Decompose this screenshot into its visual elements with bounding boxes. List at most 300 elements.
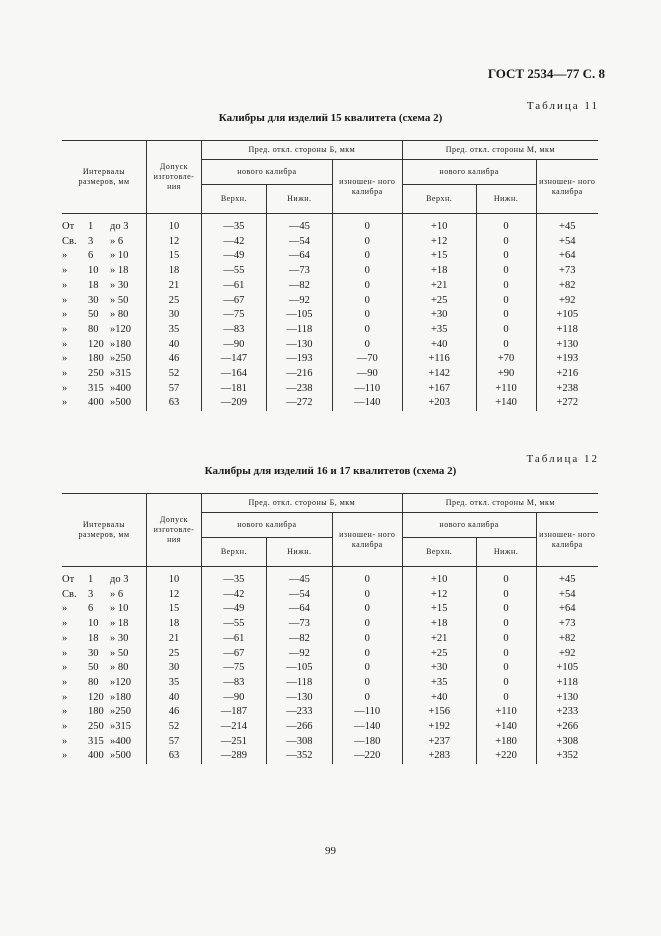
cell-b-upper: —67	[201, 294, 266, 309]
table-row	[62, 396, 598, 411]
cell-b-worn: 0	[332, 632, 402, 647]
table-row	[62, 617, 598, 632]
cell-b-upper: —35	[201, 214, 266, 235]
cell-tolerance: 12	[147, 235, 202, 250]
table-row	[62, 352, 598, 367]
cell-tolerance: 18	[147, 264, 202, 279]
range-prefix: »	[62, 676, 68, 688]
range-from: 3	[88, 588, 94, 600]
cell-tolerance: 10	[147, 567, 202, 588]
cell-interval	[62, 338, 147, 353]
range-prefix: »	[62, 647, 68, 659]
cell-b-upper: —214	[201, 720, 266, 735]
range-from: 180	[88, 706, 104, 718]
cell-b-upper: —90	[201, 691, 266, 706]
header-upper: Верхн.	[201, 185, 266, 214]
cell-b-lower: —105	[266, 308, 332, 323]
table-row	[62, 632, 598, 647]
table-row	[62, 294, 598, 309]
cell-m-lower: 0	[476, 249, 536, 264]
cell-interval	[62, 735, 147, 750]
cell-b-upper: —61	[201, 279, 266, 294]
range-to: »315	[110, 721, 131, 733]
cell-b-lower: —272	[266, 396, 332, 411]
range-from: 18	[88, 632, 99, 644]
cell-m-lower: +90	[476, 367, 536, 382]
range-to: » 50	[110, 647, 129, 659]
range-from: 120	[88, 691, 104, 703]
cell-interval	[62, 705, 147, 720]
cell-b-worn: —140	[332, 396, 402, 411]
cell-tolerance: 18	[147, 617, 202, 632]
header-interval: Интервалы размеров, мм	[62, 141, 147, 214]
cell-m-lower: 0	[476, 294, 536, 309]
cell-tolerance: 46	[147, 705, 202, 720]
cell-tolerance: 12	[147, 588, 202, 603]
range-to: » 80	[110, 662, 129, 674]
range-prefix: »	[62, 721, 68, 733]
range-to: »500	[110, 750, 131, 762]
table-body	[62, 214, 598, 412]
cell-m-worn: +92	[536, 294, 598, 309]
cell-m-worn: +105	[536, 661, 598, 676]
cell-b-lower: —64	[266, 249, 332, 264]
cell-interval	[62, 214, 147, 235]
cell-m-lower: +140	[476, 720, 536, 735]
range-from: 30	[88, 647, 99, 659]
header-upper: Верхн.	[402, 185, 476, 214]
range-from: 315	[88, 382, 104, 394]
cell-b-upper: —90	[201, 338, 266, 353]
header-side-m: Пред. откл. стороны М, мкм	[402, 494, 598, 513]
range-prefix: »	[62, 706, 68, 718]
range-to: »180	[110, 691, 131, 703]
header-side-b: Пред. откл. стороны Б, мкм	[201, 141, 402, 160]
range-prefix: »	[62, 397, 68, 409]
cell-m-upper: +21	[402, 279, 476, 294]
cell-b-worn: 0	[332, 588, 402, 603]
range-prefix: »	[62, 309, 68, 321]
table-row	[62, 249, 598, 264]
cell-b-lower: —92	[266, 647, 332, 662]
cell-b-worn: 0	[332, 691, 402, 706]
cell-interval	[62, 588, 147, 603]
cell-m-worn: +64	[536, 602, 598, 617]
table-row	[62, 382, 598, 397]
header-lower: Нижн.	[266, 538, 332, 567]
cell-b-worn: 0	[332, 249, 402, 264]
cell-tolerance: 40	[147, 338, 202, 353]
cell-b-upper: —35	[201, 567, 266, 588]
cell-b-lower: —54	[266, 588, 332, 603]
range-prefix: От	[62, 574, 75, 585]
cell-b-lower: —352	[266, 749, 332, 764]
data-table	[62, 140, 598, 411]
cell-m-worn: +118	[536, 323, 598, 338]
cell-b-worn: —70	[332, 352, 402, 367]
table-row	[62, 588, 598, 603]
table-row	[62, 214, 598, 235]
header-worn-gauge: изношен- ного калибра	[332, 513, 402, 567]
range-from: 1	[88, 221, 94, 232]
range-to: » 18	[110, 618, 129, 630]
cell-m-upper: +15	[402, 249, 476, 264]
cell-m-worn: +64	[536, 249, 598, 264]
cell-b-upper: —187	[201, 705, 266, 720]
range-prefix: »	[62, 294, 68, 306]
header-upper: Верхн.	[402, 538, 476, 567]
cell-m-lower: 0	[476, 691, 536, 706]
header-worn-gauge: изношен- ного калибра	[536, 513, 598, 567]
cell-b-lower: —45	[266, 567, 332, 588]
cell-interval	[62, 308, 147, 323]
cell-b-worn: —180	[332, 735, 402, 750]
cell-m-worn: +308	[536, 735, 598, 750]
range-to: »250	[110, 706, 131, 718]
table-row	[62, 338, 598, 353]
cell-b-lower: —233	[266, 705, 332, 720]
header-tolerance: Допуск изготовле- ния	[147, 141, 202, 214]
cell-b-lower: —73	[266, 617, 332, 632]
table-row	[62, 602, 598, 617]
range-to: »120	[110, 323, 131, 335]
cell-interval	[62, 367, 147, 382]
cell-b-lower: —45	[266, 214, 332, 235]
cell-tolerance: 35	[147, 323, 202, 338]
cell-m-upper: +35	[402, 323, 476, 338]
cell-m-upper: +40	[402, 338, 476, 353]
header-new-gauge: нового калибра	[201, 513, 332, 538]
cell-m-upper: +156	[402, 705, 476, 720]
cell-m-lower: 0	[476, 661, 536, 676]
cell-interval	[62, 617, 147, 632]
range-from: 6	[88, 603, 94, 615]
cell-b-upper: —55	[201, 617, 266, 632]
cell-b-lower: —64	[266, 602, 332, 617]
cell-tolerance: 25	[147, 294, 202, 309]
table-title: Калибры для изделий 15 квалитета (схема 2)	[218, 112, 443, 124]
range-from: 120	[88, 338, 104, 350]
cell-interval	[62, 279, 147, 294]
table-row	[62, 567, 598, 588]
data-table	[62, 493, 598, 764]
cell-m-worn: +272	[536, 396, 598, 411]
header-new-gauge: нового калибра	[402, 160, 536, 185]
cell-b-upper: —49	[201, 602, 266, 617]
range-prefix: От	[62, 221, 75, 232]
cell-interval	[62, 720, 147, 735]
cell-m-worn: +73	[536, 617, 598, 632]
cell-b-upper: —164	[201, 367, 266, 382]
range-to: » 10	[110, 603, 129, 615]
cell-b-worn: 0	[332, 676, 402, 691]
cell-m-worn: +92	[536, 647, 598, 662]
cell-b-lower: —130	[266, 691, 332, 706]
range-prefix: »	[62, 323, 68, 335]
range-from: 250	[88, 721, 104, 733]
range-to: до 3	[110, 221, 129, 232]
range-prefix: »	[62, 353, 68, 365]
cell-b-upper: —251	[201, 735, 266, 750]
cell-m-upper: +25	[402, 647, 476, 662]
range-from: 400	[88, 397, 104, 409]
cell-m-upper: +18	[402, 617, 476, 632]
cell-b-lower: —266	[266, 720, 332, 735]
cell-b-worn: —140	[332, 720, 402, 735]
range-to: »315	[110, 368, 131, 380]
cell-b-worn: 0	[332, 647, 402, 662]
cell-m-upper: +142	[402, 367, 476, 382]
range-prefix: »	[62, 735, 68, 747]
cell-m-upper: +116	[402, 352, 476, 367]
table-row	[62, 720, 598, 735]
range-from: 180	[88, 353, 104, 365]
cell-b-worn: 0	[332, 308, 402, 323]
cell-tolerance: 21	[147, 632, 202, 647]
range-to: » 18	[110, 265, 129, 277]
table-row	[62, 735, 598, 750]
cell-b-worn: 0	[332, 338, 402, 353]
table-row	[62, 235, 598, 250]
header-lower: Нижн.	[476, 538, 536, 567]
cell-b-worn: 0	[332, 235, 402, 250]
cell-interval	[62, 567, 147, 588]
cell-b-worn: 0	[332, 617, 402, 632]
cell-tolerance: 21	[147, 279, 202, 294]
cell-b-lower: —308	[266, 735, 332, 750]
cell-m-lower: +70	[476, 352, 536, 367]
cell-b-lower: —73	[266, 264, 332, 279]
range-from: 315	[88, 735, 104, 747]
cell-b-lower: —82	[266, 279, 332, 294]
cell-b-upper: —147	[201, 352, 266, 367]
cell-b-lower: —92	[266, 294, 332, 309]
range-to: »400	[110, 735, 131, 747]
cell-m-upper: +12	[402, 588, 476, 603]
cell-tolerance: 57	[147, 735, 202, 750]
range-to: »120	[110, 676, 131, 688]
cell-m-lower: 0	[476, 235, 536, 250]
cell-b-lower: —216	[266, 367, 332, 382]
cell-b-upper: —61	[201, 632, 266, 647]
cell-b-worn: —220	[332, 749, 402, 764]
header-interval: Интервалы размеров, мм	[62, 494, 147, 567]
cell-m-worn: +45	[536, 214, 598, 235]
page-number: 99	[325, 845, 336, 857]
cell-b-lower: —54	[266, 235, 332, 250]
cell-m-lower: 0	[476, 676, 536, 691]
cell-m-worn: +82	[536, 279, 598, 294]
cell-m-lower: 0	[476, 323, 536, 338]
cell-m-lower: +220	[476, 749, 536, 764]
cell-interval	[62, 352, 147, 367]
cell-b-worn: —110	[332, 382, 402, 397]
cell-m-lower: 0	[476, 617, 536, 632]
range-from: 400	[88, 750, 104, 762]
cell-tolerance: 40	[147, 691, 202, 706]
range-prefix: Св.	[62, 588, 77, 600]
range-from: 50	[88, 309, 99, 321]
cell-m-lower: 0	[476, 602, 536, 617]
cell-b-worn: 0	[332, 567, 402, 588]
table-title: Калибры для изделий 16 и 17 квалитетов (схема 2)	[204, 465, 457, 477]
cell-m-lower: 0	[476, 567, 536, 588]
range-prefix: »	[62, 250, 68, 262]
cell-m-worn: +216	[536, 367, 598, 382]
cell-m-worn: +54	[536, 588, 598, 603]
range-prefix: »	[62, 691, 68, 703]
cell-interval	[62, 647, 147, 662]
table-body	[62, 567, 598, 765]
cell-b-worn: —90	[332, 367, 402, 382]
cell-tolerance: 25	[147, 647, 202, 662]
page-header: ГОСТ 2534—77 С. 8	[487, 66, 605, 81]
cell-tolerance: 10	[147, 214, 202, 235]
cell-b-lower: —118	[266, 676, 332, 691]
header-side-b: Пред. откл. стороны Б, мкм	[201, 494, 402, 513]
table-caption: Таблица 12	[526, 453, 599, 465]
header-lower: Нижн.	[476, 185, 536, 214]
cell-b-lower: —118	[266, 323, 332, 338]
range-to: »500	[110, 397, 131, 409]
range-from: 80	[88, 323, 99, 335]
cell-tolerance: 52	[147, 720, 202, 735]
cell-m-worn: +130	[536, 691, 598, 706]
cell-m-upper: +25	[402, 294, 476, 309]
cell-b-lower: —193	[266, 352, 332, 367]
cell-tolerance: 15	[147, 602, 202, 617]
range-to: »180	[110, 338, 131, 350]
header-worn-gauge: изношен- ного калибра	[332, 160, 402, 214]
cell-b-lower: —82	[266, 632, 332, 647]
cell-b-upper: —83	[201, 323, 266, 338]
cell-m-lower: 0	[476, 588, 536, 603]
table-row	[62, 661, 598, 676]
header-side-m: Пред. откл. стороны М, мкм	[402, 141, 598, 160]
table-row	[62, 308, 598, 323]
range-to: »400	[110, 382, 131, 394]
cell-interval	[62, 235, 147, 250]
cell-m-worn: +54	[536, 235, 598, 250]
cell-b-upper: —75	[201, 308, 266, 323]
header-worn-gauge: изношен- ного калибра	[536, 160, 598, 214]
range-to: » 10	[110, 250, 129, 262]
cell-interval	[62, 382, 147, 397]
header-lower: Нижн.	[266, 185, 332, 214]
range-from: 10	[88, 618, 99, 630]
range-from: 50	[88, 662, 99, 674]
cell-tolerance: 30	[147, 661, 202, 676]
cell-interval	[62, 264, 147, 279]
table-row	[62, 323, 598, 338]
cell-m-worn: +193	[536, 352, 598, 367]
range-to: » 30	[110, 279, 129, 291]
cell-b-upper: —42	[201, 235, 266, 250]
range-prefix: Св.	[62, 235, 77, 247]
cell-b-upper: —55	[201, 264, 266, 279]
cell-m-lower: +110	[476, 705, 536, 720]
cell-b-lower: —105	[266, 661, 332, 676]
table-row	[62, 676, 598, 691]
cell-m-worn: +238	[536, 382, 598, 397]
range-prefix: »	[62, 662, 68, 674]
cell-m-upper: +35	[402, 676, 476, 691]
table-row	[62, 705, 598, 720]
cell-interval	[62, 661, 147, 676]
cell-m-worn: +105	[536, 308, 598, 323]
cell-m-upper: +167	[402, 382, 476, 397]
cell-m-worn: +118	[536, 676, 598, 691]
cell-b-upper: —83	[201, 676, 266, 691]
cell-b-worn: 0	[332, 264, 402, 279]
cell-b-worn: 0	[332, 602, 402, 617]
cell-b-upper: —49	[201, 249, 266, 264]
range-to: » 6	[110, 235, 124, 247]
cell-m-lower: 0	[476, 308, 536, 323]
range-from: 80	[88, 676, 99, 688]
cell-m-worn: +45	[536, 567, 598, 588]
cell-tolerance: 57	[147, 382, 202, 397]
cell-interval	[62, 676, 147, 691]
cell-b-upper: —289	[201, 749, 266, 764]
cell-interval	[62, 323, 147, 338]
cell-m-lower: +140	[476, 396, 536, 411]
cell-b-lower: —130	[266, 338, 332, 353]
range-prefix: »	[62, 338, 68, 350]
cell-m-upper: +192	[402, 720, 476, 735]
cell-m-lower: 0	[476, 279, 536, 294]
cell-tolerance: 52	[147, 367, 202, 382]
cell-b-worn: 0	[332, 214, 402, 235]
range-to: до 3	[110, 574, 129, 585]
range-from: 3	[88, 235, 94, 247]
cell-b-worn: 0	[332, 279, 402, 294]
cell-interval	[62, 632, 147, 647]
cell-b-upper: —67	[201, 647, 266, 662]
table-row	[62, 691, 598, 706]
cell-m-worn: +130	[536, 338, 598, 353]
range-from: 6	[88, 250, 94, 262]
header-new-gauge: нового калибра	[201, 160, 332, 185]
cell-m-lower: 0	[476, 338, 536, 353]
cell-m-upper: +30	[402, 308, 476, 323]
cell-tolerance: 46	[147, 352, 202, 367]
table-caption: Таблица 11	[526, 100, 599, 112]
cell-m-worn: +82	[536, 632, 598, 647]
cell-b-worn: 0	[332, 661, 402, 676]
table-row	[62, 264, 598, 279]
cell-b-lower: —238	[266, 382, 332, 397]
cell-m-lower: 0	[476, 632, 536, 647]
cell-interval	[62, 602, 147, 617]
range-to: » 50	[110, 294, 129, 306]
cell-b-upper: —75	[201, 661, 266, 676]
range-from: 10	[88, 265, 99, 277]
cell-m-upper: +203	[402, 396, 476, 411]
cell-m-upper: +30	[402, 661, 476, 676]
cell-interval	[62, 294, 147, 309]
range-to: »250	[110, 353, 131, 365]
range-from: 30	[88, 294, 99, 306]
cell-m-lower: 0	[476, 214, 536, 235]
range-from: 1	[88, 574, 94, 585]
cell-b-upper: —181	[201, 382, 266, 397]
range-to: » 80	[110, 309, 129, 321]
header-new-gauge: нового калибра	[402, 513, 536, 538]
header-tolerance: Допуск изготовле- ния	[147, 494, 202, 567]
cell-interval	[62, 249, 147, 264]
range-from: 250	[88, 368, 104, 380]
